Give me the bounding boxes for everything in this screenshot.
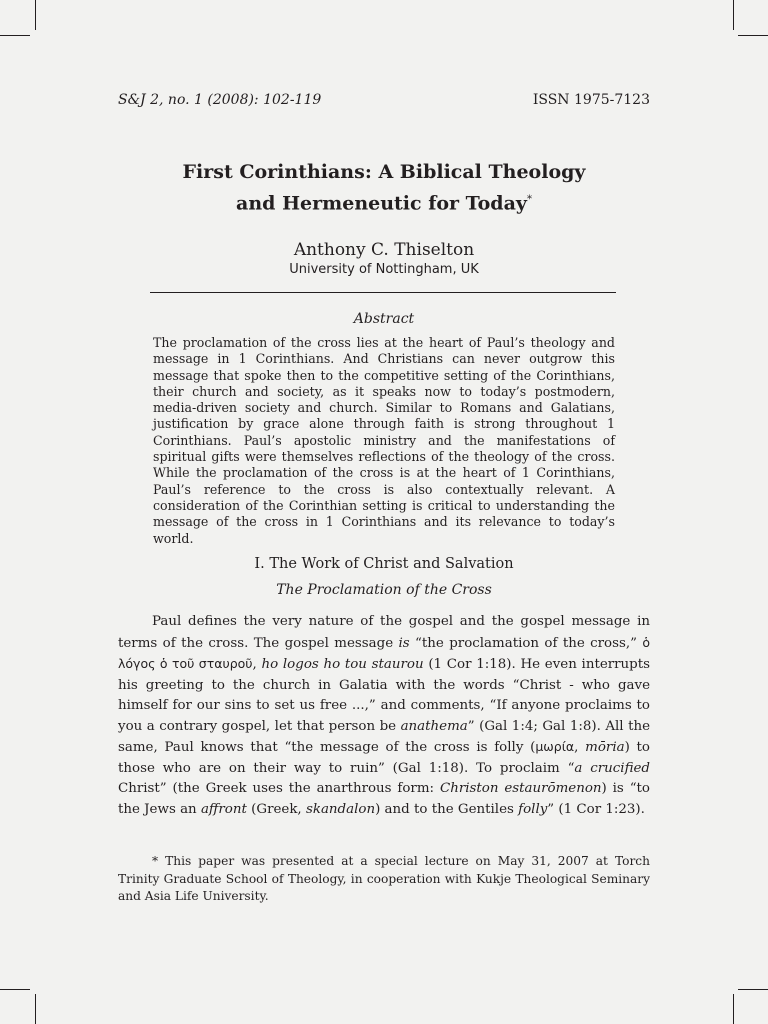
emphasis-is: is: [398, 635, 410, 651]
term-skandalon: skandalon: [305, 801, 376, 817]
crop-mark-bottom-left-horizontal: [0, 989, 30, 990]
crop-mark-bottom-left-vertical: [35, 994, 36, 1024]
term-moria: mōria: [585, 740, 625, 755]
issn: ISSN 1975-7123: [532, 92, 650, 108]
term-christon: Christon estaurōmenon: [439, 781, 602, 796]
crop-mark-bottom-right-vertical: [733, 994, 734, 1024]
journal-citation: S&J 2, no. 1 (2008): 102-119: [118, 92, 322, 108]
running-header: [118, 92, 650, 112]
term-folly: folly: [518, 801, 548, 817]
crop-mark-top-right-horizontal: [738, 35, 768, 36]
term-crucified: a crucified: [574, 760, 650, 776]
author-affiliation: University of Nottingham, UK: [289, 262, 479, 277]
subsection-heading: The Proclamation of the Cross: [276, 582, 492, 598]
section-heading: I. The Work of Christ and Salvation: [254, 556, 514, 572]
abstract-text: The proclamation of the cross lies at the heart of Paul’s theology and message in 1 Corinthians. And Christians can never outgrow this message that spoke then to the competitive setting of the Corinthians, their church and society, as it speaks now to today’s postmodern, media-driven society and church. Similar to Romans and Galatians, justification by grace alone through faith is strong throughout 1 Corinthians. Paul’s apostolic ministry and the manifestations of spiritual gifts were themselves reflections of the theology of the cross. While the proclamation of the cross is at the heart of 1 Corinthians, Paul’s reference to the cross is also contextually relevant. A consideration of the Corinthian setting is critical to understanding the message of the cross in 1 Corinthians and its relevance to today’s world.: [153, 335, 615, 546]
crop-mark-top-left-vertical: [35, 0, 36, 30]
crop-mark-top-left-horizontal: [0, 35, 30, 36]
abstract-heading: Abstract: [353, 311, 415, 327]
footnote: * This paper was presented at a special lecture on May 31, 2007 at Torch Trinity Graduate School of Theology, in cooperation with Kukje Theological Seminary and Asia Life University.: [118, 854, 650, 903]
greek-phrase: ὁ λόγος ὁ τοῦ σταυροῦ: [118, 634, 651, 671]
article-title: [0, 158, 768, 217]
title-line-2: and Hermeneutic for Today*: [236, 192, 532, 215]
crop-mark-top-right-vertical: [733, 0, 734, 30]
author-name: Anthony C. Thiselton: [293, 240, 475, 260]
header-divider: [150, 292, 616, 293]
transliteration: ho logos ho tou staurou: [261, 657, 424, 672]
term-anathema: anathema: [400, 718, 468, 734]
title-footnote-mark: *: [526, 194, 532, 205]
body-paragraph: Paul defines the very nature of the gospel and the gospel message in terms of the cross. The gospel message is “the proclamation of the cross,” ὁ λόγος ὁ τοῦ σταυροῦ, ho logos ho tou staurou (1 Cor 1:18). He even interrupts his greeting to the church in Galatia with the words “Christ - who gave himself for our sins to set us free ...,” and comments, “If anyone proclaims to you a contrary gospel, let that person be anathema” (Gal 1:4; Gal 1:8). All the same, Paul knows that “the message of the cross is folly (μωρία, mōria) to those who are on their way to ruin” (Gal 1:18). To proclaim “a crucified Christ” (the Greek uses the anarthrous form: Christon estaurōmenon) is “to the Jews an affront (Greek, skandalon) and to the Gentiles folly” (1 Cor 1:23).: [118, 614, 651, 817]
title-line-1: First Corinthians: A Biblical Theology: [182, 161, 586, 183]
greek-moria: μωρία: [535, 739, 575, 754]
crop-mark-bottom-right-horizontal: [738, 989, 768, 990]
term-affront: affront: [200, 801, 247, 817]
